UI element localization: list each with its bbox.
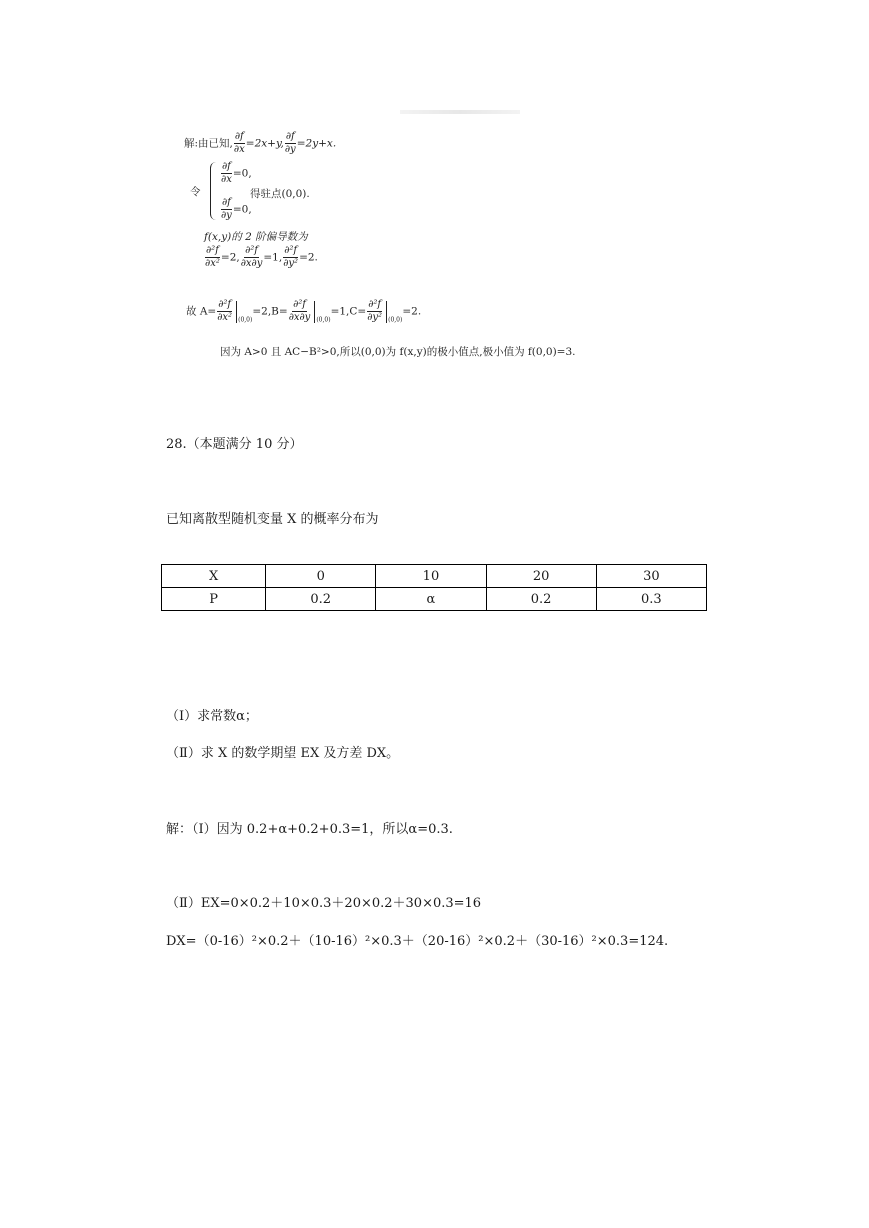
scan-stationary-point: 得驻点(0,0). [250,188,310,200]
scan-system-eq1: $\frac{\partial f}{\partial x}$ =0, [221,161,252,185]
table-cell: 0.3 [596,588,706,611]
scan-ling: 令 [190,186,201,198]
question-1: （Ⅰ）求常数α； [166,709,258,724]
table-cell: 0 [266,565,376,588]
answer-part-2-ex: （Ⅱ）EX=0×0.2＋10×0.3＋20×0.2＋30×0.3=16 [166,896,482,911]
scan-system-eq2: $\frac{\partial f}{\partial y}$ =0, [221,197,252,221]
scan-artifact [400,110,520,114]
table-cell: 0.2 [266,588,376,611]
scan-conclusion: 因为 A>0 且 AC−B²>0,所以(0,0)为 f(x,y)的极小值点,极小值为 f(0,0)=3. [220,346,576,358]
scanned-solution-image [170,100,690,380]
system-brace [210,162,219,220]
table-row [162,588,707,611]
problem-header: 28.（本题满分 10 分） [166,437,303,452]
answer-part-1: 解：（Ⅰ）因为 0.2+α+0.2+0.3=1，所以α=0.3. [166,822,453,837]
table-cell: P [162,588,266,611]
scan-second-order-title: f(x,y)的 2 阶偏导数为 [204,231,308,243]
table-cell: X [162,565,266,588]
table-cell: 20 [486,565,596,588]
scan-line-given: 解:由已知, $\frac{\partial f}{\partial x}$ =2x+y, $\frac{\partial f}{\partial y}$ =2y+x. [184,131,337,155]
table-cell: 30 [596,565,706,588]
scan-abc-values: 故 A= $\frac{\text{∂²f}}{\text{∂x²}}$ $_{(0,0)}$=2,B= $\frac{\text{∂²f}}{\partial x\partial y}$ $_{(0,0)}$=1,C= $\frac{\text{∂²f}}{\text{∂y²}}$ $_{(0,0)}$=2. [186,299,422,324]
distribution-table [161,564,707,611]
table-row [162,565,707,588]
table-cell: 10 [376,565,486,588]
answer-part-2-dx: DX=（0-16）²×0.2＋（10-16）²×0.3＋（20-16）²×0.2＋（30-16）²×0.3=124. [166,934,669,949]
question-2: （Ⅱ）求 X 的数学期望 EX 及方差 DX。 [166,746,400,761]
table-cell: α [376,588,486,611]
scan-second-derivatives: $\frac{\text{∂²f}}{\text{∂x²}}$ =2, $\frac{\text{∂²f}}{\partial x\partial y}$ =1, $\frac{\text{∂²f}}{\text{∂y²}}$ =2. [205,245,318,269]
table-cell: 0.2 [486,588,596,611]
problem-intro: 已知离散型随机变量 X 的概率分布为 [166,512,379,527]
